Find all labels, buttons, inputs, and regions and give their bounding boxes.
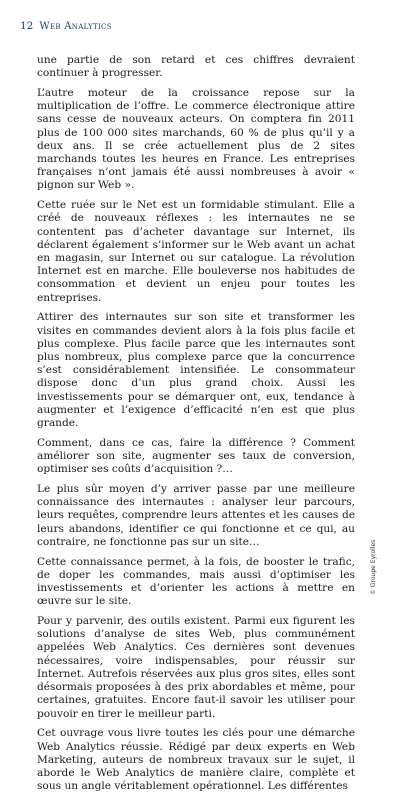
- page-number: 12: [20, 20, 34, 32]
- paragraph: Attirer des internautes sur son site et transformer les visites en commandes devient alors à la fois plus facile et plus complexe. Plus facile parce que les internautes sont plus nombreux, plus complexe parce que la concurrence s’est considérablement intensifiée. Le consommateur dispose donc d’un plus grand choix. Aussi les investissements pour se démarquer ont, eux, tendance à augmenter et l’exigence d’efficacité n’en est que plus grande.: [37, 311, 355, 430]
- running-header: [20, 20, 370, 34]
- paragraph: Cette connaissance permet, à la fois, de booster le trafic, de doper les commandes, mais aussi d’optimiser les investissements et d’orienter les actions à mettre en œuvre sur le site.: [37, 555, 355, 608]
- paragraph: Comment, dans ce cas, faire la différence ? Comment améliorer son site, augmenter ses taux de conversion, optimiser ses coûts d’acquisition ?…: [37, 436, 355, 476]
- copyright-note: © Groupe Eyrolles: [370, 539, 377, 595]
- paragraph: Pour y parvenir, des outils existent. Parmi eux figurent les solutions d’analyse de sites Web, plus communément appelées Web Analytics. Ces dernières sont devenues nécessaires, voire indispensables, pour réussir sur Internet. Autrefois réservées aux plus gros sites, elles sont désormais proposées à des prix abordables et même, pour certaines, gratuites. Encore faut-il savoir les utiliser pour pouvoir en tirer le meilleur parti.: [37, 615, 355, 720]
- paragraph: Cette ruée sur le Net est un formidable stimulant. Elle a créé de nouveaux réflexes : les internautes ne se contentent pas d’acheter davantage sur Internet, ils déclarent également s’informer sur le Web avant un achat en magasin, sur Internet ou sur catalogue. La révolution Internet est en marche. Elle bouleverse nos habitudes de consommation et devient un enjeu pour toutes les entreprises.: [37, 199, 355, 304]
- running-title: Web Analytics: [39, 21, 112, 32]
- paragraph: Cet ouvrage vous livre toutes les clés pour une démarche Web Analytics réussie. Rédigé par deux experts en Web Marketing, auteurs de nombreux travaux sur le sujet, il aborde le Web Analytics de manière claire, complète et sous un angle véritablement opérationnel. Les différentes: [37, 727, 355, 793]
- paragraph: une partie de son retard et ces chiffres devraient continuer à progresser.: [37, 54, 355, 80]
- body-text: [37, 54, 355, 800]
- paragraph: L’autre moteur de la croissance repose sur la multiplication de l’offre. Le commerce électronique attire sans cesse de nouveaux acteurs. On comptera fin 2011 plus de 100 000 sites marchands, 60 % de plus qu’il y a deux ans. Il se crée actuellement plus de 2 sites marchands toutes les heures en France. Les entreprises françaises n’ont jamais été aussi nombreuses à avoir « pignon sur Web ».: [37, 87, 355, 192]
- paragraph: Le plus sûr moyen d’y arriver passe par une meilleure connaissance des internautes : analyser leur parcours, leurs requêtes, comprendre leurs attentes et les causes de leurs abandons, identifier ce qui fonctionne et ce qui, au contraire, ne fonctionne pas sur un site…: [37, 483, 355, 548]
